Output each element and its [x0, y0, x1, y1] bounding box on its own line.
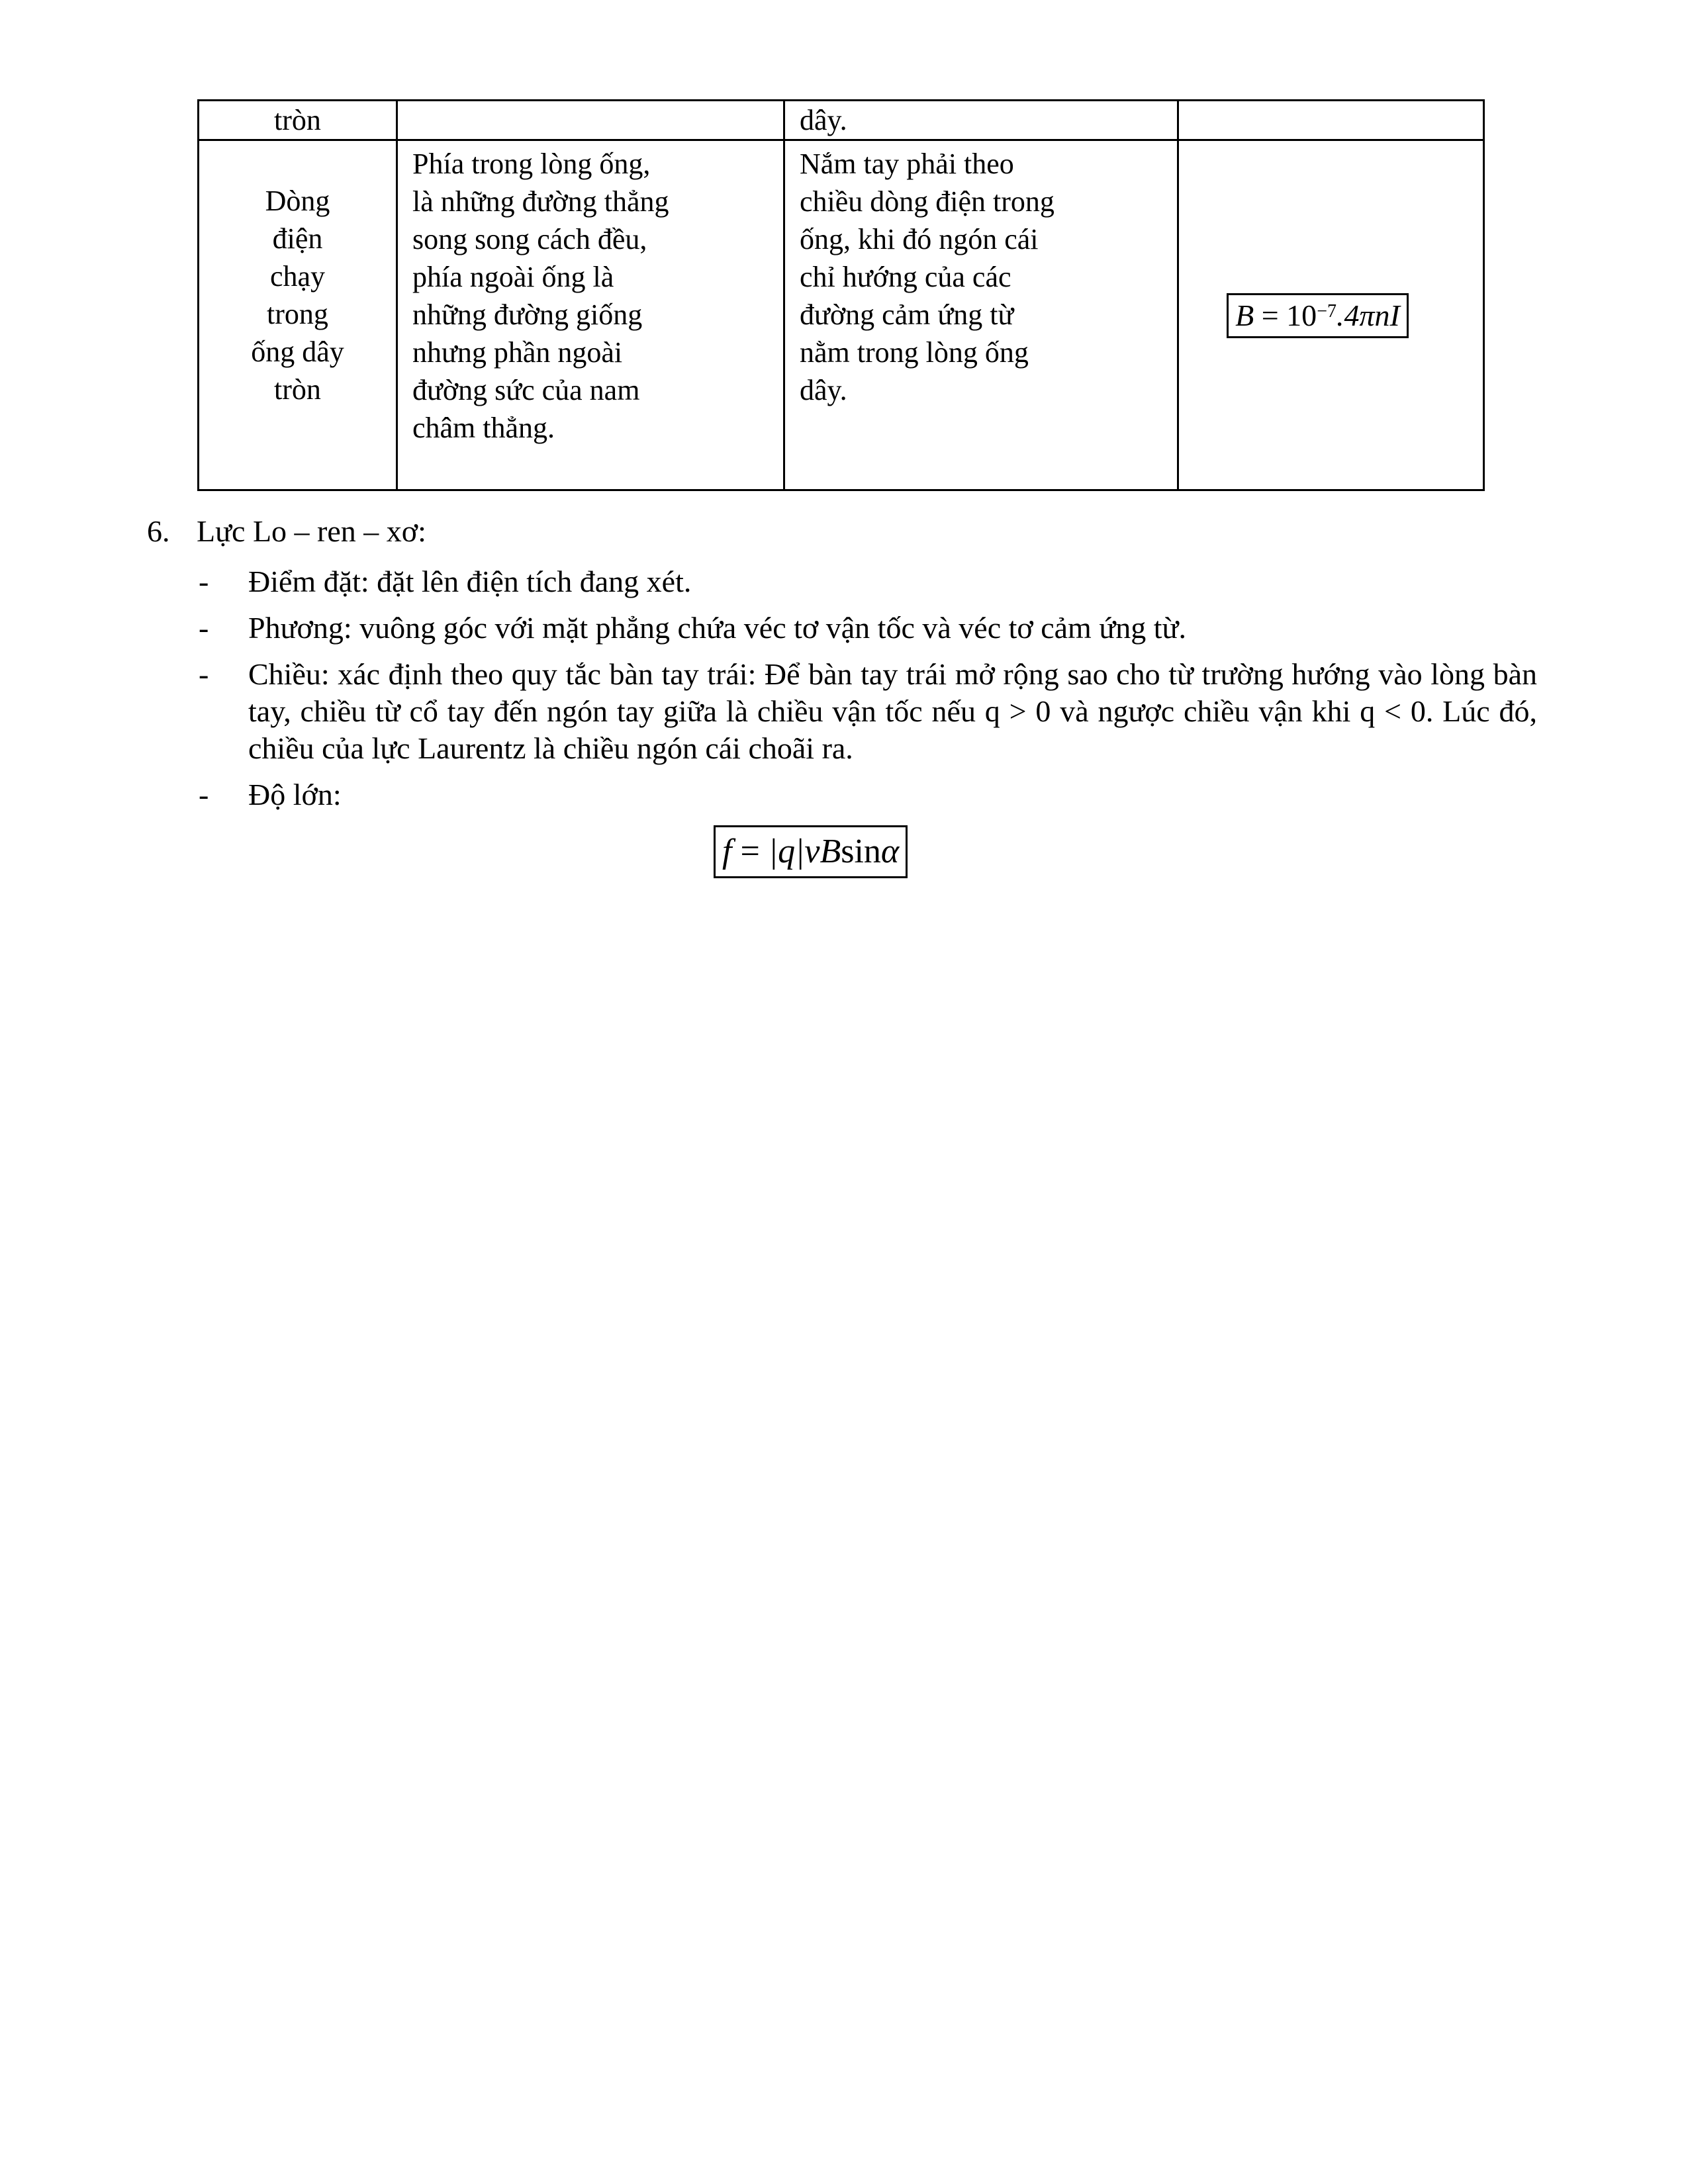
table-row: [199, 101, 1484, 140]
text-line: điện: [272, 222, 323, 255]
direction-rule-cell: [784, 140, 1178, 490]
solenoid-field-formula: $B = 10^{-7}.4\pi nI$: [1227, 293, 1409, 338]
lorentz-force-section: [147, 513, 1537, 823]
text-line: ống, khi đó ngón cái: [800, 223, 1039, 255]
text-line: những đường giống: [412, 298, 643, 331]
field-lines-cell: [397, 140, 784, 490]
bullet-text: Điểm đặt: đặt lên điện tích đang xét.: [248, 565, 692, 598]
table-row: [199, 140, 1484, 490]
text-line: châm thẳng.: [412, 412, 555, 444]
text-line: chiều dòng điện trong: [800, 185, 1055, 218]
bullet-text: Phương: vuông góc với mặt phẳng chứa véc tơ vận tốc và véc tơ cảm ứng từ.: [248, 611, 1186, 645]
text-line: tròn: [274, 373, 321, 406]
bullet-dash: -: [199, 778, 209, 811]
text-line: nhưng phần ngoài: [412, 336, 623, 369]
table-cell: dây.: [784, 101, 1178, 140]
text-line: chạy: [269, 260, 326, 293]
text-line: là những đường thẳng: [412, 185, 669, 218]
lorentz-force-formula: f = |q|vBsinα: [714, 825, 908, 878]
section-title: Lực Lo – ren – xơ:: [197, 514, 426, 548]
text-line: ống dây: [251, 336, 344, 368]
list-item: [147, 776, 1537, 813]
text-line: Nắm tay phải theo: [800, 148, 1014, 180]
section-number: 6.: [147, 514, 170, 548]
table-cell: tròn: [199, 101, 397, 140]
text-line: phía ngoài ống là: [412, 261, 614, 293]
magnetic-field-table: [197, 99, 1485, 491]
formula-cell: [1178, 140, 1484, 490]
text-line: song song cách đều,: [412, 223, 647, 255]
text-line: chỉ hướng của các: [800, 261, 1011, 293]
list-item: [147, 563, 1537, 600]
text-line: trong: [267, 298, 328, 330]
table-cell: [397, 101, 784, 140]
text-line: đường sức của nam: [412, 374, 640, 406]
text-line: nằm trong lòng ống: [800, 336, 1029, 369]
text-line: Dòng: [265, 185, 330, 217]
text-line: Phía trong lòng ống,: [412, 148, 651, 180]
current-type-cell: [199, 140, 397, 490]
bullet-text: Độ lớn:: [248, 778, 342, 811]
bullet-dash: -: [199, 565, 209, 598]
bullet-dash: -: [199, 611, 209, 645]
section-heading: [147, 513, 1537, 550]
text-line: đường cảm ứng từ: [800, 298, 1014, 331]
text-line: dây.: [800, 374, 847, 406]
bullet-dash: -: [199, 657, 209, 691]
table-cell: [1178, 101, 1484, 140]
list-item: [147, 656, 1537, 767]
bullet-text: Chiều: xác định theo quy tắc bàn tay trái: Để bàn tay trái mở rộng sao cho từ trường hướng vào lòng bàn tay, chiều từ cổ tay đến ngón tay giữa là chiều vận tốc nếu q > 0 và ngược chiều vận khi q < 0. Lúc đó, chiều của lực Laurentz là chiều ngón cái choãi ra.: [248, 657, 1537, 765]
list-item: [147, 610, 1537, 647]
